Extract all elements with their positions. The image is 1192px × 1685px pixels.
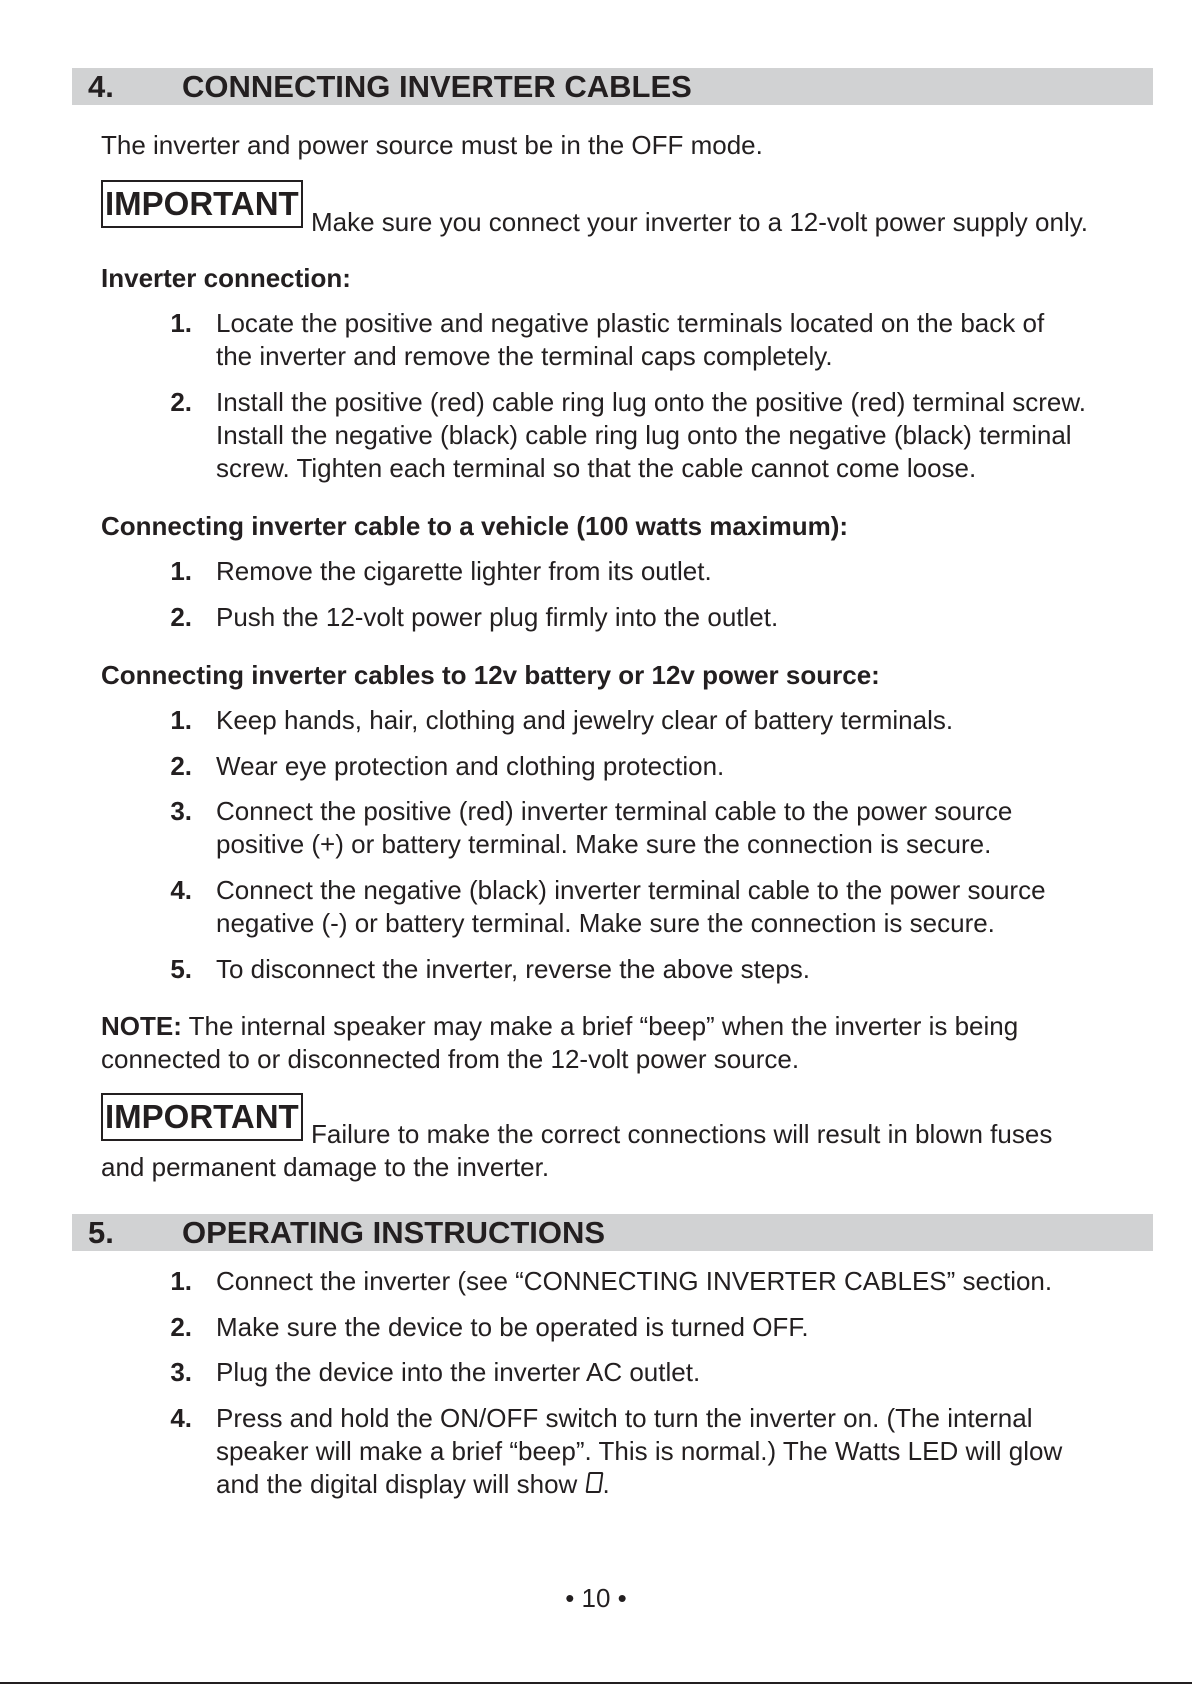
note-text: The internal speaker may make a brief “beep” when the inverter is being: [188, 1011, 1019, 1041]
list-text: Connect the negative (black) inverter terminal cable to the power source: [216, 875, 1046, 905]
list-text: Keep hands, hair, clothing and jewelry clear of battery terminals.: [216, 705, 954, 735]
list-text: Install the positive (red) cable ring lug onto the positive (red) terminal screw.: [216, 387, 1086, 417]
list-text: Remove the cigarette lighter from its outlet.: [216, 556, 712, 586]
bottom-rule: [0, 1682, 1192, 1684]
list-number: 2.: [170, 751, 192, 781]
section-4-number: 4.: [88, 69, 114, 104]
list-text: screw. Tighten each terminal so that the cable cannot come loose.: [216, 453, 977, 483]
list-number: 2.: [170, 1312, 192, 1342]
list-number: 1.: [170, 705, 192, 735]
list-text: Press and hold the ON/OFF switch to turn the inverter on. (The internal: [216, 1403, 1033, 1433]
list-number: 4.: [170, 1403, 192, 1433]
list-text: and the digital display will show .: [216, 1469, 610, 1499]
list-text-fragment: and the digital display will show: [216, 1469, 578, 1499]
inverter-connection-heading: Inverter connection:: [101, 263, 351, 293]
list-text: Connect the positive (red) inverter terminal cable to the power source: [216, 796, 1013, 826]
list-text: negative (-) or battery terminal. Make sure the connection is secure.: [216, 908, 995, 938]
section-4-title: CONNECTING INVERTER CABLES: [182, 69, 692, 104]
list-number: 1.: [170, 1266, 192, 1296]
important-badge: IMPORTANT: [101, 1093, 303, 1141]
list-number: 5.: [170, 954, 192, 984]
note-label: NOTE:: [101, 1011, 182, 1041]
list-text: Plug the device into the inverter AC outlet.: [216, 1357, 701, 1387]
list-text: Make sure the device to be operated is turned OFF.: [216, 1312, 809, 1342]
section-4-header: [72, 68, 1153, 105]
list-text: positive (+) or battery terminal. Make sure the connection is secure.: [216, 829, 992, 859]
list-text: Wear eye protection and clothing protection.: [216, 751, 725, 781]
section-5-number: 5.: [88, 1215, 114, 1250]
important-2-text: Failure to make the correct connections will result in blown fuses: [311, 1119, 1053, 1149]
list-number: 2.: [170, 602, 192, 632]
list-text: To disconnect the inverter, reverse the above steps.: [216, 954, 811, 984]
list-number: 2.: [170, 387, 192, 417]
list-text: Connect the inverter (see “CONNECTING INVERTER CABLES” section.: [216, 1266, 1053, 1296]
important-2-text-line-2: and permanent damage to the inverter.: [101, 1152, 550, 1182]
page-number: • 10 •: [565, 1583, 627, 1613]
list-text: Install the negative (black) cable ring lug onto the negative (black) terminal: [216, 420, 1072, 450]
list-number: 1.: [170, 556, 192, 586]
section-5-title: OPERATING INSTRUCTIONS: [182, 1215, 606, 1250]
list-text: speaker will make a brief “beep”. This is normal.) The Watts LED will glow: [216, 1436, 1063, 1466]
important-badge: IMPORTANT: [101, 180, 303, 228]
list-text: Locate the positive and negative plastic terminals located on the back of: [216, 308, 1045, 338]
seven-segment-zero-icon: [585, 1472, 603, 1493]
list-number: 3.: [170, 1357, 192, 1387]
list-number: 1.: [170, 308, 192, 338]
list-text: the inverter and remove the terminal caps completely.: [216, 341, 833, 371]
list-text: Push the 12-volt power plug firmly into the outlet.: [216, 602, 779, 632]
battery-connection-heading: Connecting inverter cables to 12v battery or 12v power source:: [101, 660, 880, 690]
note-paragraph: [101, 1010, 1018, 1043]
vehicle-connection-heading: Connecting inverter cable to a vehicle (100 watts maximum):: [101, 511, 849, 541]
section-5-header: [72, 1214, 1153, 1251]
important-1-text: Make sure you connect your inverter to a 12-volt power supply only.: [311, 207, 1089, 237]
section-4-intro: The inverter and power source must be in the OFF mode.: [101, 130, 763, 160]
list-number: 4.: [170, 875, 192, 905]
note-text-line-2: connected to or disconnected from the 12-volt power source.: [101, 1044, 800, 1074]
list-number: 3.: [170, 796, 192, 826]
